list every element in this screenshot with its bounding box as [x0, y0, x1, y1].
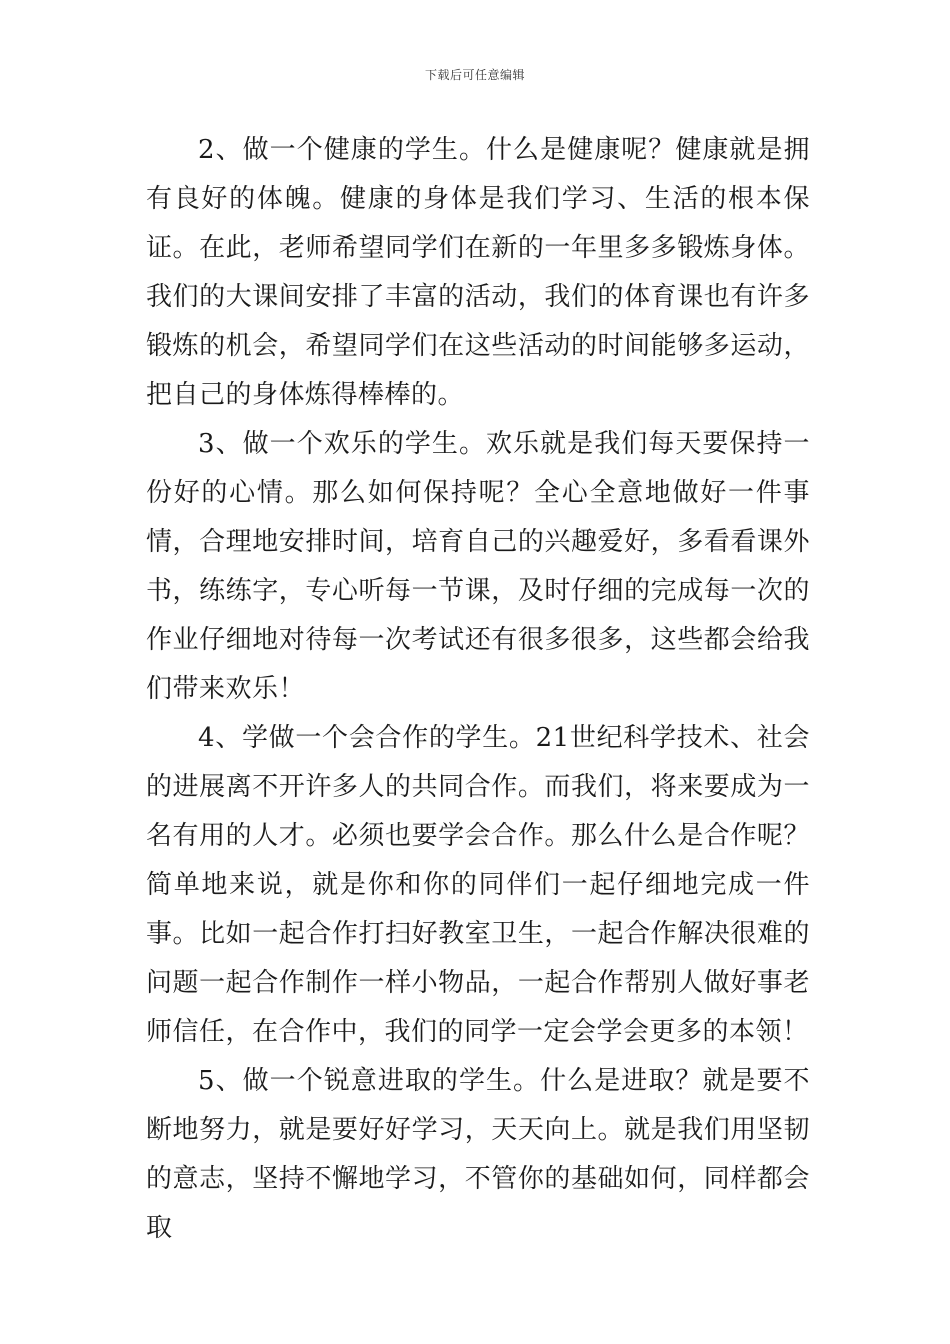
paragraph-health: 2、做一个健康的学生。什么是健康呢？健康就是拥有良好的体魄。健康的身体是我们学习、生活的根本保证。在此，老师希望同学们在新的一年里多多锻炼身体。我们的大课间安排了丰富的活动，我们的体育课也有许多锻炼的机会，希望同学们在这些活动的时间能够多运动，把自己的身体炼得棒棒的。 — [146, 135, 810, 410]
paragraph-cooperation: 4、学做一个会合作的学生。21世纪科学技术、社会的进展离不开许多人的共同合作。而我们，将来要成为一名有用的人才。必须也要学会合作。那么什么是合作呢？简单地来说，就是你和你的同伴们一起仔细地完成一件事。比如一起合作打扫好教室卫生，一起合作解决很难的问题一起合作制作一样小物品，一起合作帮别人做好事老师信任，在合作中，我们的同学一定会学会更多的本领！ — [146, 723, 810, 1047]
header-note: 下载后可任意编辑 — [424, 68, 525, 82]
paragraph-happiness: 3、做一个欢乐的学生。欢乐就是我们每天要保持一份好的心情。那么如何保持呢？全心全意地做好一件事情，合理地安排时间，培育自己的兴趣爱好，多看看课外书，练练字，专心听每一节课，及时仔细的完成每一次的作业仔细地对待每一次考试还有很多很多，这些都会给我们带来欢乐！ — [146, 429, 810, 704]
body-text — [146, 126, 810, 1253]
paragraph-progress: 5、做一个锐意进取的学生。什么是进取？就是要不断地努力，就是要好好学习，天天向上。就是我们用坚韧的意志，坚持不懈地学习，不管你的基础如何，同样都会取 — [146, 1066, 810, 1243]
